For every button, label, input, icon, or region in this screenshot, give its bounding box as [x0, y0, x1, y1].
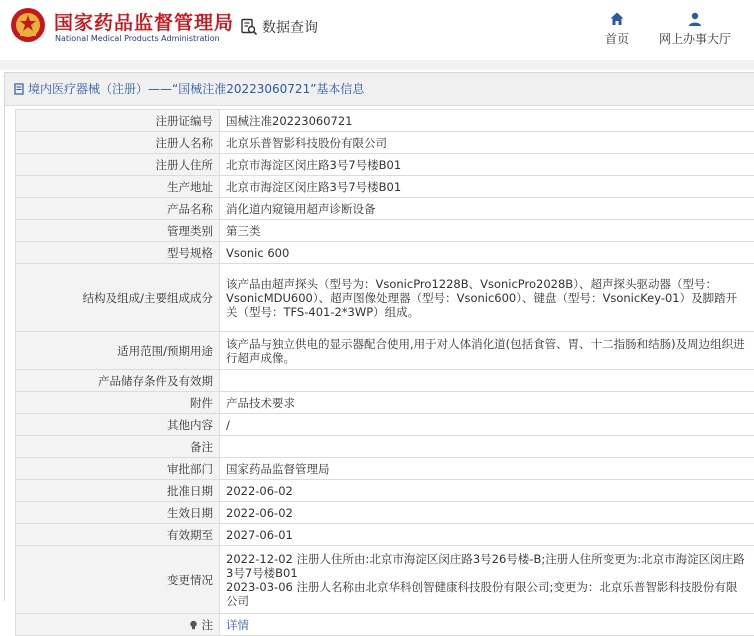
field-label: 变更情况 [16, 546, 220, 614]
field-label: 管理类别 [16, 220, 220, 242]
table-row [16, 110, 754, 132]
field-value: 消化道内窥镜用超声诊断设备 [220, 198, 754, 220]
field-value [220, 546, 754, 614]
table-row [16, 220, 754, 242]
field-label: 生产地址 [16, 176, 220, 198]
field-label: 结构及组成/主要组成成分 [16, 264, 220, 332]
table-row [16, 332, 754, 370]
table-row [16, 198, 754, 220]
table-row [16, 614, 754, 636]
document-search-icon [240, 18, 258, 36]
field-label: 附件 [16, 392, 220, 414]
field-label: 审批部门 [16, 458, 220, 480]
field-value: 2027-06-01 [220, 524, 754, 546]
field-label: 适用范围/预期用途 [16, 332, 220, 370]
field-value [220, 436, 754, 458]
field-value [220, 370, 754, 392]
field-label: 生效日期 [16, 502, 220, 524]
site-header [0, 0, 754, 60]
table-row [16, 546, 754, 614]
table-row [16, 242, 754, 264]
table-row [16, 480, 754, 502]
field-value: 该产品由超声探头（型号为：VsonicPro1228B、VsonicPro2028B）、超声探头驱动器（型号：VsonicMDU600）、超声图像处理器（型号：Vsonic600）、键盘（型号：VsonicKey-01）及脚踏开关（型号：TFS-401-2*3WP）组成。 [220, 264, 754, 332]
breadcrumb-text: 境内医疗器械（注册）——“国械注准20223060721”基本信息 [28, 73, 364, 105]
field-value: 国家药品监督管理局 [220, 458, 754, 480]
field-label: 产品名称 [16, 198, 220, 220]
field-value: Vsonic 600 [220, 242, 754, 264]
home-icon [609, 11, 625, 27]
field-value: 该产品与独立供电的显示器配合使用,用于对人体消化道(包括食管、胃、十二指肠和结肠)及周边组织进行超声成像。 [220, 332, 754, 370]
nav-home-label: 首页 [598, 30, 636, 47]
national-emblem-icon [10, 7, 46, 43]
table-row [16, 132, 754, 154]
document-icon [13, 83, 25, 95]
field-value [220, 614, 754, 636]
field-label: 有效期至 [16, 524, 220, 546]
change-entry: 2023-03-06 注册人名称由北京华科创智健康科技股份有限公司;变更为：北京乐普智影科技股份有限公司 [226, 580, 748, 608]
field-value: / [220, 414, 754, 436]
field-value: 2022-06-02 [220, 502, 754, 524]
field-label: 批准日期 [16, 480, 220, 502]
field-value: 产品技术要求 [220, 392, 754, 414]
nav-online-office-label: 网上办事大厅 [650, 30, 740, 47]
table-row [16, 392, 754, 414]
table-row [16, 414, 754, 436]
table-row [16, 458, 754, 480]
field-label: 备注 [16, 436, 220, 458]
field-label: 注册人名称 [16, 132, 220, 154]
field-value: 国械注准20223060721 [220, 110, 754, 132]
header-divider [0, 60, 754, 70]
field-label: 其他内容 [16, 414, 220, 436]
nav-online-office-button[interactable] [650, 11, 740, 47]
field-value: 2022-06-02 [220, 480, 754, 502]
table-row [16, 176, 754, 198]
site-name[interactable]: 国家药品监督管理局 [54, 8, 234, 35]
field-value: 北京乐普智影科技股份有限公司 [220, 132, 754, 154]
table-row [16, 264, 754, 332]
table-row [16, 524, 754, 546]
table-row [16, 502, 754, 524]
table-row [16, 370, 754, 392]
lightbulb-icon [189, 620, 198, 630]
field-label: 注册证编号 [16, 110, 220, 132]
field-value: 第三类 [220, 220, 754, 242]
breadcrumb [5, 73, 754, 106]
data-query-link[interactable] [240, 16, 318, 38]
field-value: 北京市海淀区闵庄路3号7号楼B01 [220, 154, 754, 176]
site-subtitle: National Medical Products Administration [55, 34, 220, 43]
table-row [16, 154, 754, 176]
note-label: 注 [202, 618, 214, 632]
user-icon [687, 11, 703, 27]
field-label: 注册人住所 [16, 154, 220, 176]
detail-panel [4, 72, 754, 601]
change-entry: 2022-12-02 注册人住所由:北京市海淀区闵庄路3号26号楼-B;注册人住所变更为:北京市海淀区闵庄路3号7号楼B01 [226, 552, 748, 580]
details-link[interactable]: 详情 [226, 618, 249, 632]
nav-home-button[interactable] [598, 11, 636, 47]
field-label: 产品储存条件及有效期 [16, 370, 220, 392]
field-value: 北京市海淀区闵庄路3号7号楼B01 [220, 176, 754, 198]
detail-table [15, 109, 754, 636]
table-row [16, 436, 754, 458]
data-query-label: 数据查询 [262, 17, 318, 37]
field-label [16, 614, 220, 636]
field-label: 型号规格 [16, 242, 220, 264]
